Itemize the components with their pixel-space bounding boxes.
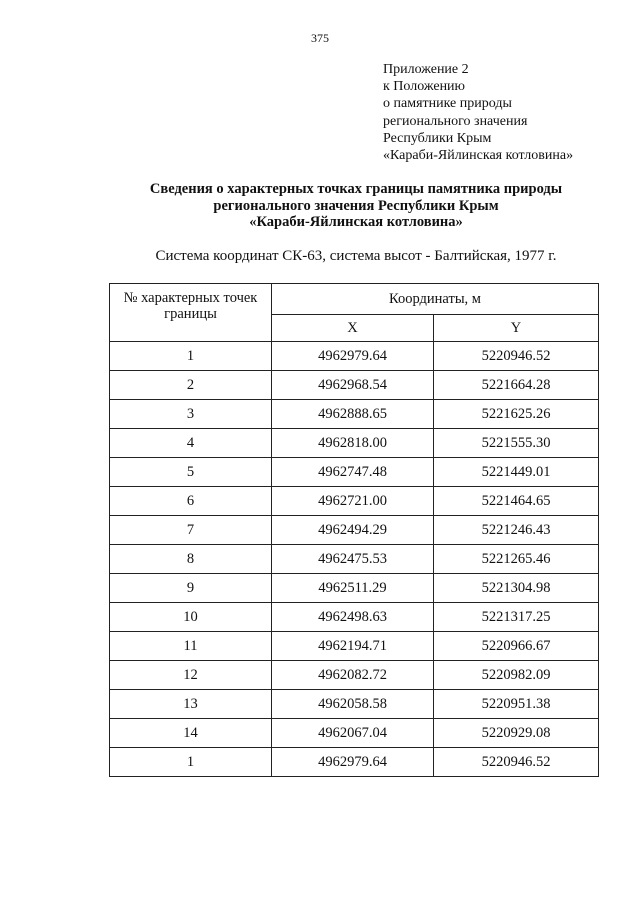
table-row — [110, 371, 599, 400]
table-body — [110, 342, 599, 777]
table-row — [110, 400, 599, 429]
appendix-line: к Положению — [383, 79, 466, 95]
x-coordinate-cell: 4962194.71 — [272, 632, 434, 661]
point-number-cell: 14 — [110, 719, 272, 748]
appendix-line: регионального значения — [383, 113, 528, 129]
x-coordinate-cell: 4962979.64 — [272, 342, 434, 371]
y-coordinate-cell: 5220982.09 — [434, 661, 599, 690]
point-number-cell: 8 — [110, 545, 272, 574]
header-y: Y — [434, 315, 599, 342]
appendix-line: Республики Крым — [383, 130, 492, 146]
point-number-cell: 4 — [110, 429, 272, 458]
appendix-line: Приложение 2 — [383, 62, 469, 77]
title-line: Сведения о характерных точках границы памятника природы — [149, 181, 563, 197]
table-row — [110, 545, 599, 574]
y-coordinate-cell: 5221304.98 — [434, 574, 599, 603]
boundary-points-table — [109, 283, 599, 777]
appendix-line: «Караби-Яйлинская котловина» — [383, 148, 574, 164]
table-row — [110, 719, 599, 748]
x-coordinate-cell: 4962818.00 — [272, 429, 434, 458]
y-coordinate-cell: 5221246.43 — [434, 516, 599, 545]
x-coordinate-cell: 4962511.29 — [272, 574, 434, 603]
header-point-number: № характерных точек границы — [110, 284, 272, 342]
page-number: 375 — [311, 31, 329, 45]
y-coordinate-cell: 5221555.30 — [434, 429, 599, 458]
point-number-cell: 11 — [110, 632, 272, 661]
y-coordinate-cell: 5221449.01 — [434, 458, 599, 487]
table-row — [110, 574, 599, 603]
y-coordinate-cell: 5220966.67 — [434, 632, 599, 661]
table-row — [110, 487, 599, 516]
point-number-cell: 1 — [110, 748, 272, 777]
y-coordinate-cell: 5221664.28 — [434, 371, 599, 400]
x-coordinate-cell: 4962721.00 — [272, 487, 434, 516]
y-coordinate-cell: 5221464.65 — [434, 487, 599, 516]
point-number-cell: 1 — [110, 342, 272, 371]
title-line: «Караби-Яйлинская котловина» — [249, 214, 463, 230]
point-number-cell: 12 — [110, 661, 272, 690]
table-row — [110, 690, 599, 719]
x-coordinate-cell: 4962494.29 — [272, 516, 434, 545]
table-row — [110, 516, 599, 545]
y-coordinate-cell: 5221317.25 — [434, 603, 599, 632]
header-x: X — [272, 315, 434, 342]
x-coordinate-cell: 4962747.48 — [272, 458, 434, 487]
x-coordinate-cell: 4962475.53 — [272, 545, 434, 574]
x-coordinate-cell: 4962067.04 — [272, 719, 434, 748]
coordinate-system-note: Система координат СК-63, система высот - Балтийская, 1977 г. — [155, 248, 557, 264]
y-coordinate-cell: 5220946.52 — [434, 342, 599, 371]
x-coordinate-cell: 4962058.58 — [272, 690, 434, 719]
appendix-note — [383, 61, 633, 164]
y-coordinate-cell: 5220929.08 — [434, 719, 599, 748]
y-coordinate-cell: 5220946.52 — [434, 748, 599, 777]
title-line: регионального значения Республики Крым — [213, 197, 499, 214]
point-number-cell: 3 — [110, 400, 272, 429]
table-row — [110, 603, 599, 632]
document-title — [0, 181, 640, 231]
y-coordinate-cell: 5221625.26 — [434, 400, 599, 429]
point-number-cell: 5 — [110, 458, 272, 487]
point-number-cell: 10 — [110, 603, 272, 632]
appendix-line: о памятнике природы — [383, 96, 512, 112]
header-coordinates: Координаты, м — [272, 284, 599, 315]
table-row — [110, 748, 599, 777]
x-coordinate-cell: 4962498.63 — [272, 603, 434, 632]
x-coordinate-cell: 4962968.54 — [272, 371, 434, 400]
x-coordinate-cell: 4962979.64 — [272, 748, 434, 777]
table-row — [110, 458, 599, 487]
point-number-cell: 7 — [110, 516, 272, 545]
x-coordinate-cell: 4962082.72 — [272, 661, 434, 690]
point-number-cell: 13 — [110, 690, 272, 719]
x-coordinate-cell: 4962888.65 — [272, 400, 434, 429]
y-coordinate-cell: 5221265.46 — [434, 545, 599, 574]
point-number-cell: 6 — [110, 487, 272, 516]
y-coordinate-cell: 5220951.38 — [434, 690, 599, 719]
table-row — [110, 632, 599, 661]
table-row — [110, 342, 599, 371]
point-number-cell: 9 — [110, 574, 272, 603]
table-row — [110, 429, 599, 458]
point-number-cell: 2 — [110, 371, 272, 400]
table-row — [110, 661, 599, 690]
